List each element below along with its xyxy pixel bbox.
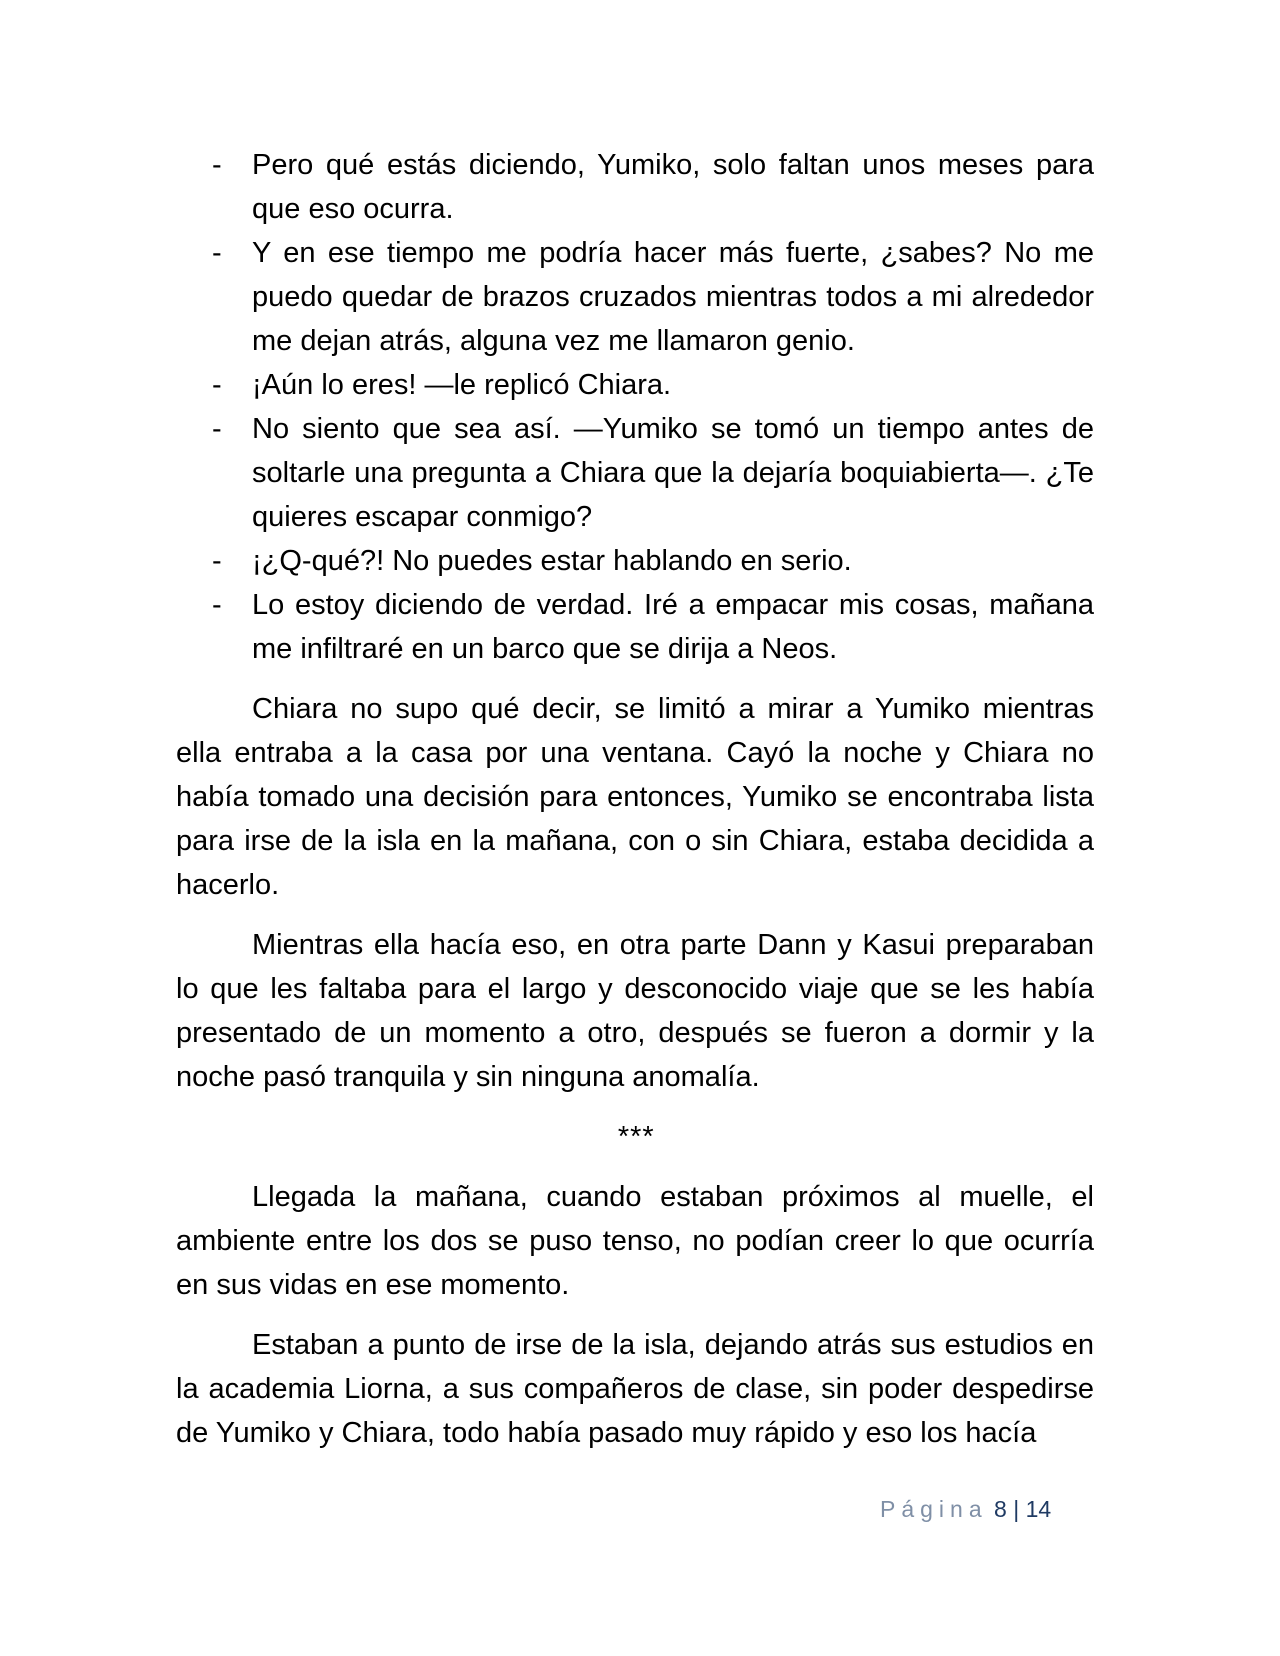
page-number: 8 (994, 1496, 1007, 1522)
dialogue-line (176, 143, 1094, 231)
dialogue-text: ¡Aún lo eres! —le replicó Chiara. (252, 369, 672, 401)
dialogue-dash: - (212, 413, 222, 445)
dialogue-line (176, 231, 1094, 363)
dialogue-dash: - (212, 545, 222, 577)
dialogue-line (176, 363, 1094, 407)
dialogue-dash: - (212, 369, 222, 401)
paragraph: Llegada la mañana, cuando estaban próximos al muelle, el ambiente entre los dos se puso tenso, no podían creer lo que ocurría en sus vidas en ese momento. (176, 1181, 1094, 1301)
page-separator: | (1013, 1496, 1020, 1522)
paragraph: Mientras ella hacía eso, en otra parte Dann y Kasui preparaban lo que les faltaba para el largo y desconocido viaje que se les había presentado de un momento a otro, después se fueron a dormir y la noche pasó tranquila y sin ninguna anomalía. (176, 929, 1094, 1093)
scene-break: *** (616, 1121, 654, 1153)
dialogue-line (176, 583, 1094, 671)
dialogue-text: Lo estoy diciendo de verdad. Iré a empacar mis cosas, mañana me infiltraré en un barco que se dirija a Neos. (252, 589, 1094, 665)
paragraph: Estaban a punto de irse de la isla, dejando atrás sus estudios en la academia Liorna, a sus compañeros de clase, sin poder despedirse de Yumiko y Chiara, todo había pasado muy rápido y eso los hacía (176, 1329, 1094, 1449)
dialogue-text: ¡¿Q-qué?! No puedes estar hablando en serio. (252, 545, 852, 577)
dialogue-text: Y en ese tiempo me podría hacer más fuerte, ¿sabes? No me puedo quedar de brazos cruzados mientras todos a mi alrededor me dejan atrás, alguna vez me llamaron genio. (252, 237, 1094, 357)
paragraph: Chiara no supo qué decir, se limitó a mirar a Yumiko mientras ella entraba a la casa por una ventana. Cayó la noche y Chiara no había tomado una decisión para entonces, Yumiko se encontraba lista para irse de la isla en la mañana, con o sin Chiara, estaba decidida a hacerlo. (176, 693, 1094, 901)
dialogue-list (176, 143, 1094, 671)
dialogue-text: Pero qué estás diciendo, Yumiko, solo faltan unos meses para que eso ocurra. (252, 149, 1094, 225)
body-text (176, 143, 1094, 1455)
total-pages: 14 (1025, 1496, 1052, 1522)
dialogue-line (176, 407, 1094, 539)
dialogue-dash: - (212, 589, 222, 621)
page-label: Página (880, 1496, 988, 1522)
dialogue-line (176, 539, 1094, 583)
dialogue-text: No siento que sea así. —Yumiko se tomó un tiempo antes de soltarle una pregunta a Chiara que la dejaría boquiabierta—. ¿Te quieres escapar conmigo? (252, 413, 1094, 533)
page-footer (880, 1496, 1080, 1523)
dialogue-dash: - (212, 149, 222, 181)
dialogue-dash: - (212, 237, 222, 269)
